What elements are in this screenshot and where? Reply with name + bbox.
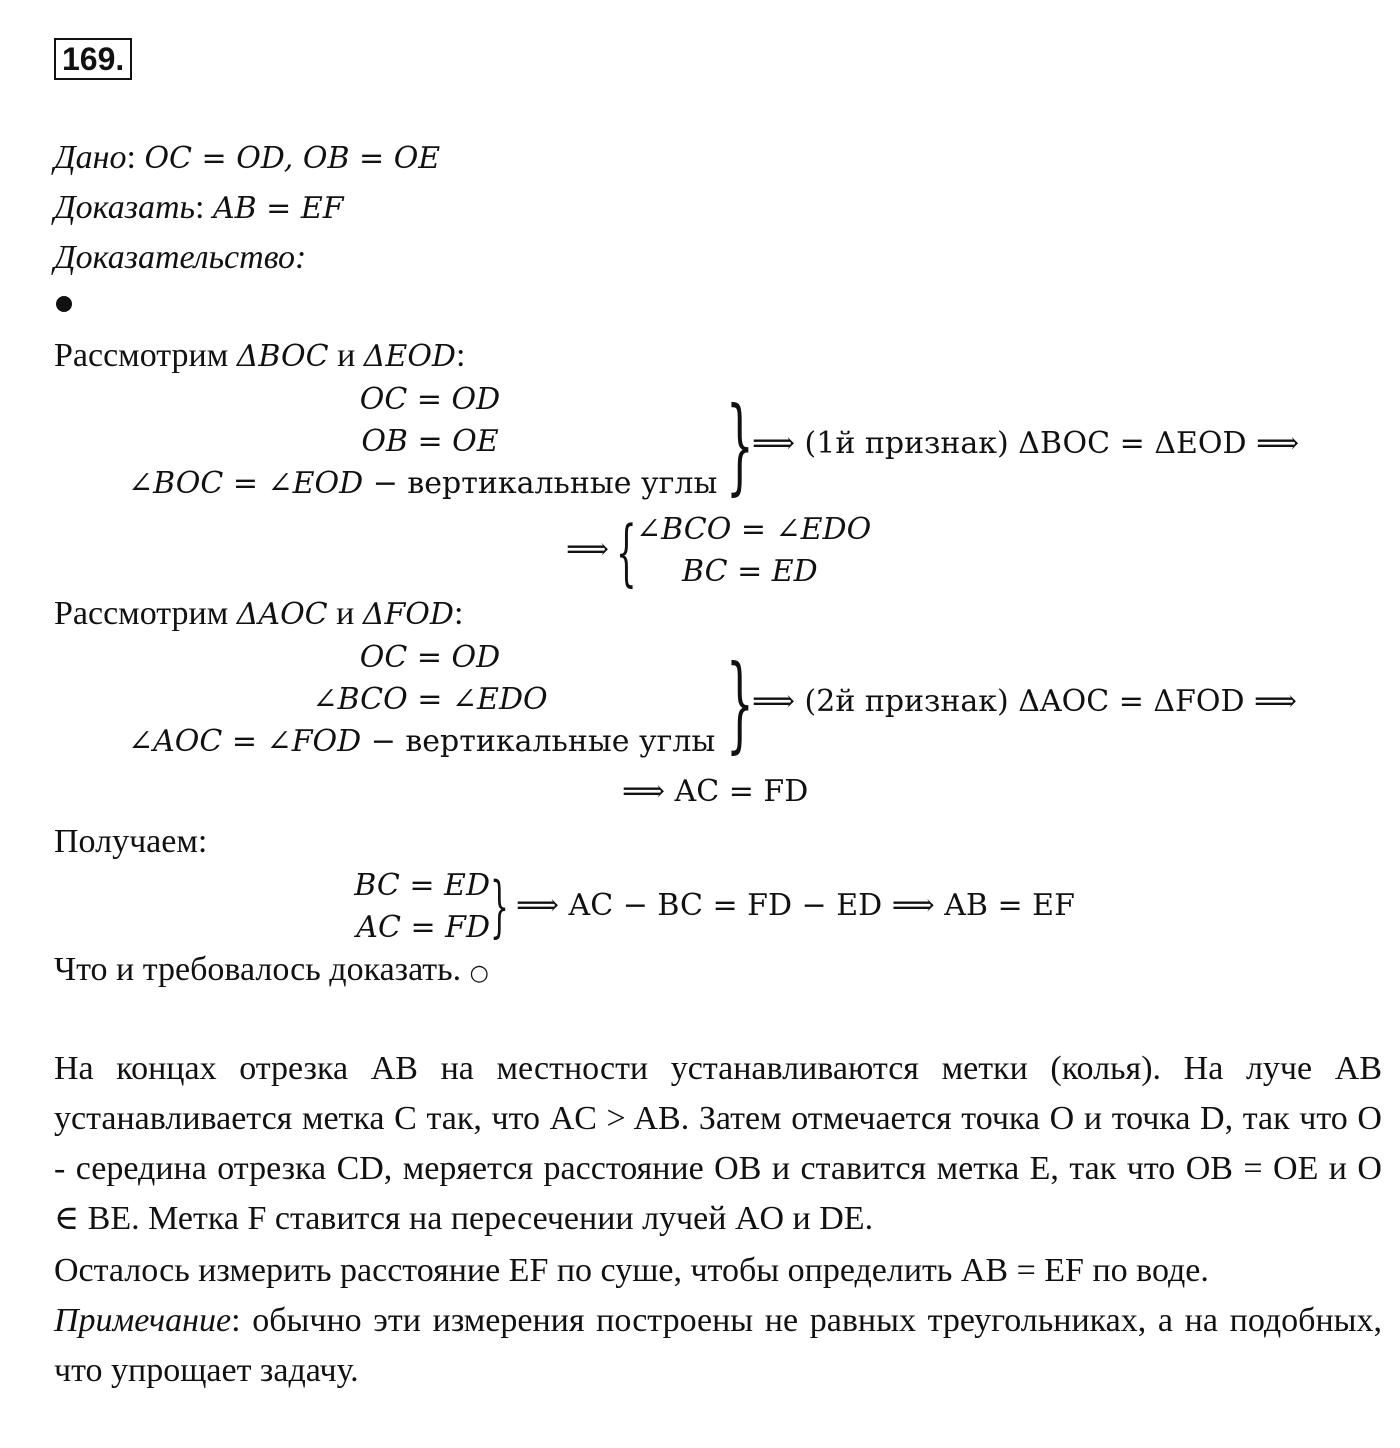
qed-text: Что и требовалось доказать.: [54, 951, 462, 988]
block2-line3-text: − вертикальные углы: [361, 724, 716, 759]
obtain-result: ⟹ AC − BC = FD − ED ⟹ AB = EF: [516, 888, 1075, 923]
block1-triangle-2: ΔEOD: [363, 339, 456, 374]
block2-line1: OC = OD: [359, 640, 501, 675]
note-paragraph: [54, 1296, 1382, 1396]
given-value: OC = OD, OB = OE: [144, 141, 441, 176]
qed-line: [54, 950, 489, 994]
proof-label: Доказательство:: [54, 239, 307, 276]
block2-colon: :: [453, 595, 464, 632]
block1-sys2: BC = ED: [682, 554, 818, 589]
block1-intro: [54, 336, 465, 377]
paragraph-1: На концах отрезка AB на местности устанавливаются метки (колья). На луче AB устанавливается метка C так, что AC > AB. Затем отмечается точка O и точка D, так что O - середина отрезка CD, меряется расстояние OB и ставится метка E, так что OB = OE и O ∈ BE. Метка F ставится на пересечении лучей AO и DE.: [54, 1050, 1382, 1237]
obtain-line2: AC = FD: [356, 910, 490, 945]
obtain-line1: BC = ED: [354, 868, 490, 903]
block2-result: ⟹ (2й признак) ΔAOC = ΔFOD ⟹: [752, 684, 1298, 719]
given-line: Дано: OC = OD, OB = OE: [54, 139, 441, 176]
block1-right-brace-icon: }: [726, 384, 754, 506]
block2-line3-math: ∠AOC = ∠FOD: [128, 724, 362, 759]
given-label: Дано: [54, 139, 127, 176]
qed-circle-icon: ○: [469, 961, 489, 986]
obtain-label: Получаем:: [54, 823, 208, 860]
block2-right-brace-icon: }: [726, 642, 754, 764]
block2-intro-text: Рассмотрим: [54, 595, 237, 632]
block2-intro: [54, 594, 463, 635]
block2-line2: ∠BCO = ∠EDO: [312, 682, 548, 717]
prove-label: Доказать: [54, 189, 195, 226]
obtain-right-brace-icon: }: [490, 868, 509, 945]
block1-triangle-1: ΔBOC: [236, 339, 329, 374]
problem-number: 169.: [54, 38, 132, 80]
block1-implies: ⟹: [566, 532, 610, 567]
block2-and: и: [327, 595, 363, 632]
block1-line3: [128, 464, 717, 504]
block1-sys1: ∠BCO = ∠EDO: [636, 512, 872, 547]
block1-line3-text: − вертикальные углы: [363, 466, 718, 501]
block2-triangle-2: ΔFOD: [362, 597, 454, 632]
prove-line: Доказать: AB = EF: [54, 189, 344, 226]
block2-line3: [128, 722, 715, 762]
bullet-icon: [56, 296, 72, 312]
prove-value: AB = EF: [212, 191, 344, 226]
block1-intro-text: Рассмотрим: [54, 337, 237, 374]
block1-line2: OB = OE: [361, 424, 499, 459]
block2-triangle-1: ΔAOC: [236, 597, 328, 632]
block1-colon: :: [455, 337, 466, 374]
block1-left-brace-icon: {: [616, 510, 637, 594]
block1-line1: OC = OD: [359, 382, 501, 417]
block1-result: ⟹ (1й признак) ΔBOC = ΔEOD ⟹: [752, 426, 1300, 461]
paragraph-2: Осталось измерить расстояние EF по суше, чтобы определить AB = EF по воде.: [54, 1252, 1209, 1289]
block1-line3-math: ∠BOC = ∠EOD: [128, 466, 364, 501]
block1-and: и: [328, 337, 364, 374]
note-label: Примечание: [54, 1302, 232, 1339]
block2-conclusion: ⟹ AC = FD: [622, 774, 809, 809]
note-text: : обычно эти измерения построены не равных треугольниках, а на подобных, что упрощает задачу.: [54, 1302, 1382, 1389]
